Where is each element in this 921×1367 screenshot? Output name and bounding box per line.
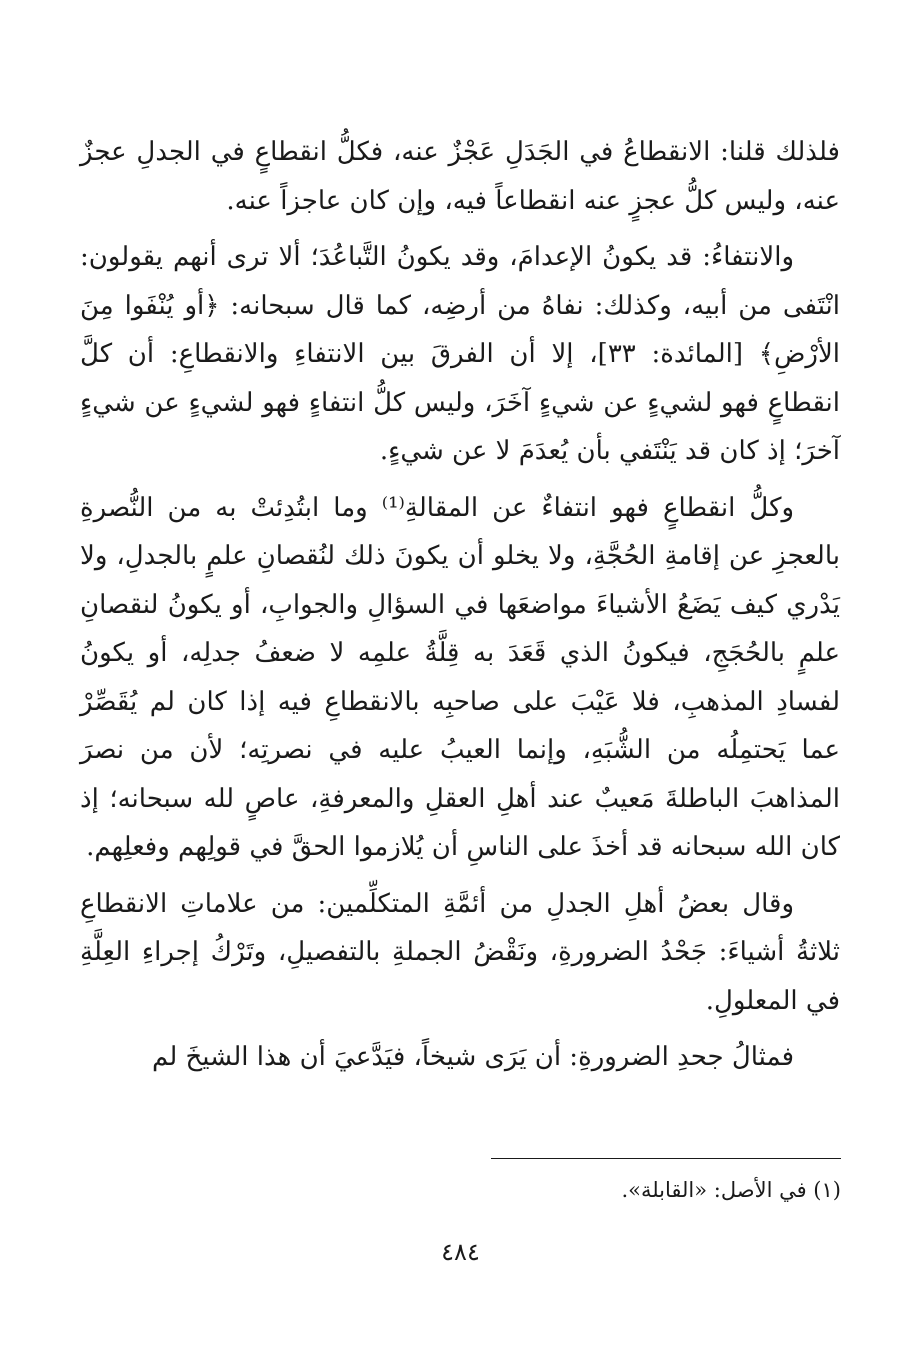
paragraph-3: وكلُّ انقطاعٍ فهو انتفاءٌ عن المقالةِ⁽¹⁾ وما ابتُدِئتْ به من النُّصرةِ بالعجزِ عن إقامةِ الحُجَّةِ، ولا يخلو أن يكونَ ذلك لنُقصانِ علمٍ بالجدلِ، ولا يَدْري كيف يَضَعُ الأشياءَ مواضعَها في السؤالِ والجوابِ، أو يكونُ لنقصانِ علمٍ بالحُجَجِ، فيكونُ الذي قَعَدَ به قِلَّةُ علمِه لا ضعفُ جدلِه، أو يكونُ لفسادِ المذهبِ، فلا عَيْبَ على صاحبِه بالانقطاعِ فيه إذا كان لم يُقَصِّرْ عما يَحتمِلُه من الشُّبَهِ، وإنما العيبُ عليه في نصرتِه؛ لأن من نصرَ المذاهبَ الباطلةَ مَعيبٌ عند أهلِ العقلِ والمعرفةِ، عاصٍ لله سبحانه؛ إذ كان الله سبحانه قد أخذَ على الناسِ أن يُلازموا الحقَّ في قولِهم وفعلِهم. bbox=[80, 492, 840, 862]
page-number: ٤٨٤ bbox=[441, 1238, 480, 1266]
paragraph-1: فلذلك قلنا: الانقطاعُ في الجَدَلِ عَجْزٌ عنه، فكلُّ انقطاعٍ في الجدلِ عجزٌ عنه، وليس كلُّ عجزٍ عنه انقطاعاً فيه، وإن كان عاجزاً عنه. bbox=[80, 137, 840, 216]
footnote: (١) في الأصل: «القابلة». bbox=[621, 1178, 841, 1202]
paragraph-4: وقال بعضُ أهلِ الجدلِ من أئمَّةِ المتكلِّمين: من علاماتِ الانقطاعِ ثلاثةُ أشياءَ: جَحْدُ الضرورةِ، ونَقْضُ الجملةِ بالتفصيلِ، وتَرْكُ إجراءِ العِلَّةِ في المعلولِ. bbox=[80, 888, 840, 1016]
paragraph-2: والانتفاءُ: قد يكونُ الإعدامَ، وقد يكونُ التَّباعُدَ؛ ألا ترى أنهم يقولون: انْتَفى من أبيه، وكذلك: نفاهُ من أرضِه، كما قال سبحانه: ﴿أو يُنْفَوا مِنَ الأرْضِ﴾ [المائدة: ٣٣]، إلا أن الفرقَ بين الانتفاءِ والانقطاعِ: أن كلَّ انقطاعٍ فهو لشيءٍ عن شيءٍ آخَرَ، وليس كلُّ انتفاءٍ فهو لشيءٍ عن شيءٍ آخرَ؛ إذ كان قد يَنْتَفي بأن يُعدَمَ لا عن شيءٍ. bbox=[80, 242, 840, 466]
footnote-divider bbox=[491, 1158, 841, 1159]
paragraph-5: فمثالُ جحدِ الضرورةِ: أن يَرَى شيخاً، فيَدَّعيَ أن هذا الشيخَ لم bbox=[152, 1042, 794, 1072]
page-body bbox=[80, 128, 840, 1168]
